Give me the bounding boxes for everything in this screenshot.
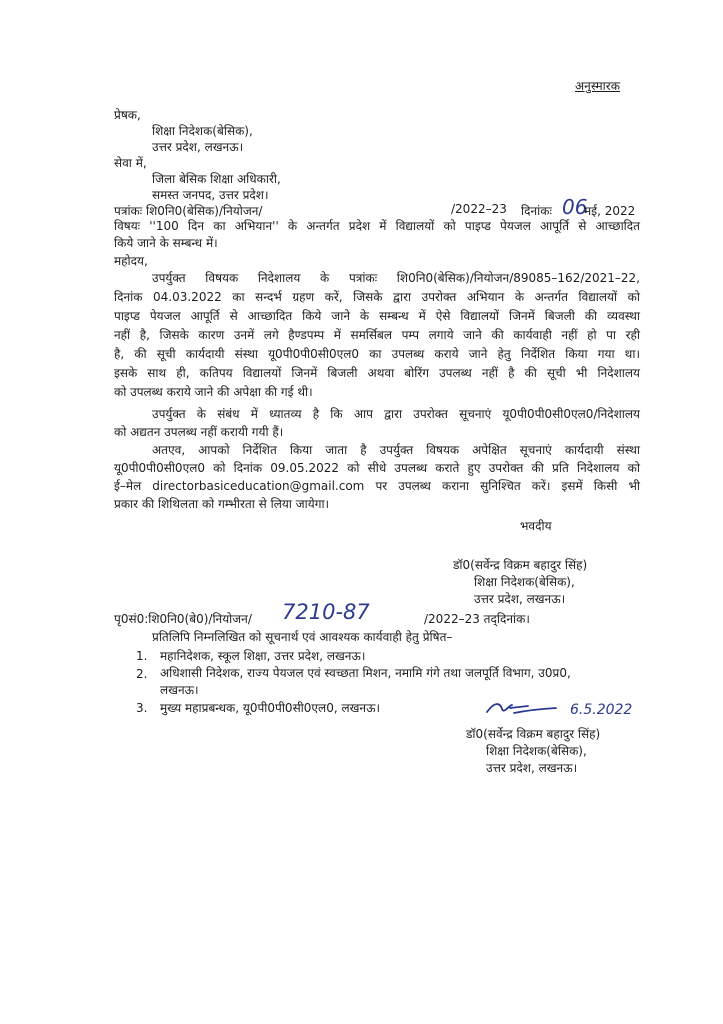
copy-item-cont: लखनऊ। bbox=[160, 683, 199, 697]
copy-item: मुख्य महाप्रबन्धक, यू0पी0पी0सी0एल0, लखनऊ। bbox=[160, 701, 381, 715]
para1-line: इसके साथ ही, कतिपय विद्यालयों जिनमें बिजली अथवा बोरिंग उपलब्ध नहीं है की सूची भी निदेशालय bbox=[114, 366, 640, 380]
copy-item: महानिदेशक, स्कूल शिक्षा, उत्तर प्रदेश, लखनऊ। bbox=[160, 649, 366, 663]
para1-line: को उपलब्ध कराये जाने की अपेक्षा की गई थी। bbox=[114, 385, 313, 399]
endorsement-number: पृ0सं0:शि0नि0(बे0)/नियोजन/ bbox=[114, 612, 252, 626]
signatory-name: डॉ0(सर्वेन्द्र विक्रम बहादुर सिंह) bbox=[453, 558, 588, 572]
signatory-title: शिक्षा निदेशक(बेसिक), bbox=[474, 575, 575, 589]
subject-line2: किये जाने के सम्बन्ध में। bbox=[114, 236, 218, 250]
copy-item-number: 1. bbox=[136, 649, 148, 663]
date-label: दिनांकः bbox=[521, 204, 552, 218]
copy-item-number: 3. bbox=[136, 701, 148, 715]
para3-line: अतएव, आपको निर्देशित किया जाता है उपर्युक्त विषयक अपेक्षित सूचनाएं कार्यदायी संस्था bbox=[152, 443, 640, 457]
para3-line: ई–मेल directorbasiceducation@gmail.com पर उपलब्ध कराना सुनिश्चित करें। इसमें किसी भी bbox=[114, 479, 640, 493]
salutation: महोदय, bbox=[114, 254, 148, 268]
reminder-heading: अनुस्मारक bbox=[575, 79, 620, 93]
para1-line: है, की सूची कार्यदायी संस्था यू0पी0पी0सी0एल0 का उपलब्ध कराये जाने हेतु निर्देशित किया गया था। bbox=[114, 347, 640, 361]
para2-line: उपर्युक्त के संबंध में ध्यातव्य है कि आप द्वारा उपरोक्त सूचनाएं यू0पी0पी0सी0एल0/निदेशालय bbox=[152, 407, 640, 421]
para3-line: प्रकार की शिथिलता को गम्भीरता से लिया जायेगा। bbox=[114, 497, 330, 511]
sender-label: प्रेषक, bbox=[114, 108, 141, 122]
handwritten-date: 06 bbox=[562, 195, 588, 219]
endorsement-year: /2022–23 तद्‌दिनांक। bbox=[424, 612, 530, 626]
endorsement-signatory-title: शिक्षा निदेशक(बेसिक), bbox=[486, 744, 587, 758]
handwritten-sign-date: 6.5.2022 bbox=[570, 702, 633, 718]
para3-line: यू0पी0पी0सी0एल0 को दिनांक 09.05.2022 को सीधे उपलब्ध कराते हुए उपरोक्त की प्रति निदेशालय को bbox=[114, 461, 640, 475]
closing-regards: भवदीय bbox=[520, 519, 552, 533]
subject-line1: विषयः ''100 दिन का अभियान'' के अन्तर्गत प्रदेश में विद्यालयों को पाइप्ड पेयजल आपूर्ति से आच्छादित bbox=[114, 219, 640, 233]
handwritten-signature bbox=[484, 696, 564, 720]
para1-line: दिनांक 04.03.2022 का सन्दर्भ ग्रहण करें, जिसके द्वारा उपरोक्त अभियान के अन्तर्गत विद्यालयों को bbox=[114, 290, 640, 304]
sender-line1: शिक्षा निदेशक(बेसिक), bbox=[152, 124, 253, 138]
para1-line: नहीं है, जिसके कारण उनमें लगे हैण्डपम्प में समर्सिबल पम्प लगाये जाने की कार्यवाही नहीं हो पा रही bbox=[114, 328, 640, 342]
handwritten-endorsement-number: 7210-87 bbox=[282, 600, 370, 624]
letter-number: पत्रांकः शि0नि0(बेसिक)/नियोजन/ bbox=[114, 204, 263, 218]
date-rest: मई, 2022 bbox=[584, 204, 636, 218]
recipient-line2: समस्त जनपद, उत्तर प्रदेश। bbox=[152, 188, 269, 202]
copy-item-number: 2. bbox=[136, 667, 148, 681]
copy-intro: प्रतिलिपि निम्नलिखित को सूचनार्थ एवं आवश्यक कार्यवाही हेतु प्रेषित– bbox=[152, 630, 453, 644]
para2-line: को अद्यतन उपलब्ध नहीं करायी गयी हैं। bbox=[114, 425, 284, 439]
recipient-line1: जिला बेसिक शिक्षा अधिकारी, bbox=[152, 172, 281, 186]
sender-line2: उत्तर प्रदेश, लखनऊ। bbox=[152, 140, 244, 154]
recipient-label: सेवा में, bbox=[114, 156, 147, 170]
letter-year: /2022–23 bbox=[451, 202, 507, 216]
para1-line: पाइप्ड पेयजल आपूर्ति से आच्छादित किये जाने के सम्बन्ध में ऐसे विद्यालयों जिनमें बिजली की व्यवस्था bbox=[114, 309, 640, 323]
endorsement-signatory-place: उत्तर प्रदेश, लखनऊ। bbox=[486, 761, 578, 775]
endorsement-signatory-name: डॉ0(सर्वेन्द्र विक्रम बहादुर सिंह) bbox=[466, 727, 601, 741]
para1-line: उपर्युक्त विषयक निदेशालय के पत्रांकः शि0नि0(बेसिक)/नियोजन/89085–162/2021–22, bbox=[152, 271, 640, 285]
signatory-place: उत्तर प्रदेश, लखनऊ। bbox=[474, 592, 566, 606]
copy-item: अधिशासी निदेशक, राज्य पेयजल एवं स्वच्छता मिशन, नमामि गंगे तथा जलपूर्ति विभाग, उ0प्र0, bbox=[160, 666, 571, 680]
